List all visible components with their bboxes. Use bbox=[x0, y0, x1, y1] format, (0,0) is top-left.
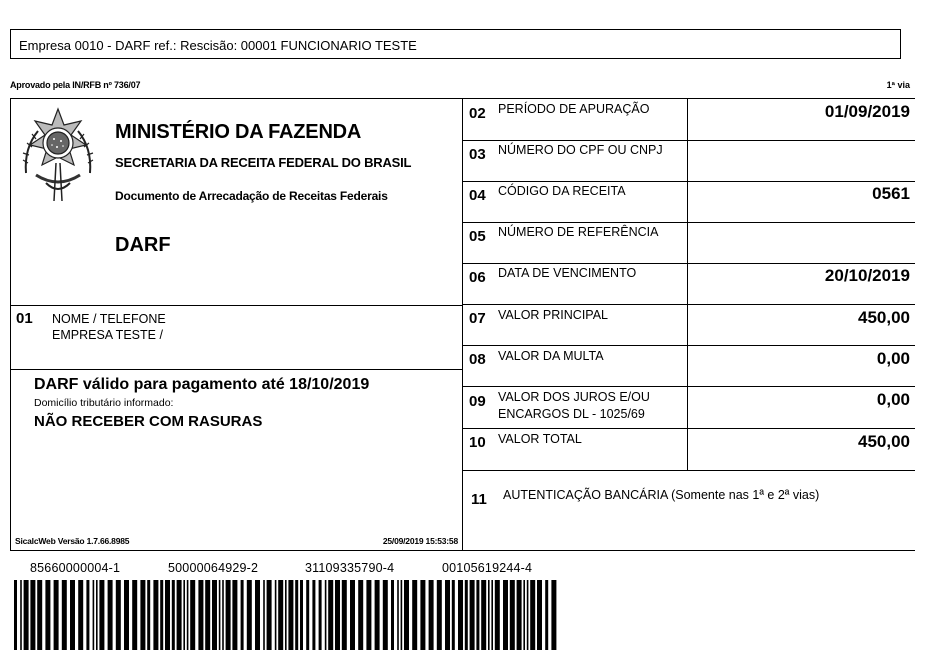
divider-agency bbox=[10, 305, 462, 306]
barcode-bar bbox=[527, 580, 529, 650]
barcode-bar bbox=[325, 580, 327, 650]
field-06-value: 20/10/2019 bbox=[824, 266, 910, 285]
barcode-bar bbox=[165, 580, 170, 650]
barcode-bar bbox=[219, 580, 221, 650]
header-box bbox=[10, 29, 901, 59]
divider-02 bbox=[462, 140, 915, 141]
barcode-icon bbox=[14, 580, 559, 650]
value-divider bbox=[687, 98, 688, 470]
barcode-bar bbox=[37, 580, 42, 650]
barcode-bar bbox=[172, 580, 175, 650]
barcode-bar bbox=[30, 580, 35, 650]
barcode-bar bbox=[93, 580, 95, 650]
field-01-value: EMPRESA TESTE / bbox=[52, 328, 163, 342]
barcode-bar bbox=[383, 580, 388, 650]
barcode-bar bbox=[190, 580, 195, 650]
barcode-bar bbox=[108, 580, 113, 650]
darf-title: DARF bbox=[115, 234, 171, 256]
field-03-label: NÚMERO DO CPF OU CNPJ bbox=[498, 143, 663, 157]
divider-03 bbox=[462, 181, 915, 182]
barcode-bar bbox=[116, 580, 121, 650]
barcode-bar bbox=[452, 580, 455, 650]
barcode-bar bbox=[96, 580, 98, 650]
divider-08 bbox=[462, 386, 915, 387]
barcode-bar bbox=[177, 580, 182, 650]
barcode-bar bbox=[391, 580, 394, 650]
field-04-label: CÓDIGO DA RECEITA bbox=[498, 184, 626, 198]
barcode-bar bbox=[183, 580, 185, 650]
approval-text: Aprovado pela IN/RFB nº 736/07 bbox=[10, 80, 141, 90]
header-text: Empresa 0010 - DARF ref.: Rescisão: 00001 FUNCIONARIO TESTE bbox=[19, 38, 417, 53]
barcode-bar bbox=[300, 580, 303, 650]
field-08-label: VALOR DA MULTA bbox=[498, 349, 604, 363]
field-03-number: 03 bbox=[469, 146, 486, 163]
barcode-bar bbox=[429, 580, 434, 650]
barcode-bar bbox=[232, 580, 237, 650]
barcode-bar bbox=[342, 580, 347, 650]
barcode-bar bbox=[523, 580, 525, 650]
barcode-bar bbox=[335, 580, 340, 650]
divider-name bbox=[10, 369, 462, 370]
barcode-bar bbox=[45, 580, 50, 650]
field-05-label: NÚMERO DE REFERÊNCIA bbox=[498, 225, 659, 239]
divider-07 bbox=[462, 345, 915, 346]
barcode-bar bbox=[401, 580, 403, 650]
field-10-value: 450,00 bbox=[858, 432, 910, 451]
generation-timestamp: 25/09/2019 15:53:58 bbox=[382, 536, 458, 546]
barcode-bar bbox=[54, 580, 59, 650]
barcode-bar bbox=[267, 580, 272, 650]
barcode-bar bbox=[226, 580, 231, 650]
barcode-bar bbox=[278, 580, 283, 650]
barcode-bar bbox=[551, 580, 556, 650]
barcode-bar bbox=[24, 580, 29, 650]
barcode-bar bbox=[328, 580, 333, 650]
barcode-bar bbox=[14, 580, 17, 650]
barcode-bar bbox=[99, 580, 104, 650]
divider-06 bbox=[462, 304, 915, 305]
domicilio-label: Domicílio tributário informado: bbox=[34, 397, 174, 409]
barcode-bar bbox=[366, 580, 371, 650]
validity-notice: DARF válido para pagamento até 18/10/2019 bbox=[34, 376, 370, 393]
field-02-value: 01/09/2019 bbox=[824, 102, 910, 121]
barcode-bar bbox=[420, 580, 425, 650]
barcode-bar bbox=[397, 580, 399, 650]
field-06-number: 06 bbox=[469, 269, 486, 286]
barcode-bar bbox=[537, 580, 542, 650]
barcode-bar bbox=[530, 580, 535, 650]
barcode-bar bbox=[275, 580, 277, 650]
barcode-bar bbox=[412, 580, 417, 650]
barcode-group-2: 50000064929-2 bbox=[168, 561, 259, 575]
divider-04 bbox=[462, 222, 915, 223]
field-04-number: 04 bbox=[469, 187, 486, 204]
barcode-bar bbox=[198, 580, 203, 650]
field-07-label: VALOR PRINCIPAL bbox=[498, 308, 608, 322]
field-07-number: 07 bbox=[469, 310, 486, 327]
field-06-label: DATA DE VENCIMENTO bbox=[498, 266, 637, 280]
barcode-bar bbox=[476, 580, 479, 650]
field-04-value: 0561 bbox=[872, 184, 910, 203]
divider-05 bbox=[462, 263, 915, 264]
secretaria-title: SECRETARIA DA RECEITA FEDERAL DO BRASIL bbox=[115, 155, 412, 170]
barcode-bar bbox=[20, 580, 22, 650]
barcode-bar bbox=[86, 580, 89, 650]
barcode-bar bbox=[140, 580, 145, 650]
document-title: Documento de Arrecadação de Receitas Federais bbox=[115, 189, 388, 203]
column-divider bbox=[462, 98, 463, 551]
barcode-bar bbox=[510, 580, 515, 650]
via-label: 1ª via bbox=[886, 80, 910, 90]
barcode-bar bbox=[517, 580, 522, 650]
barcode-bar bbox=[153, 580, 158, 650]
barcode-bar bbox=[481, 580, 486, 650]
field-02-number: 02 bbox=[469, 105, 486, 122]
barcode-bar bbox=[495, 580, 500, 650]
barcode-group-3: 31109335790-4 bbox=[305, 561, 395, 575]
barcode-bar bbox=[470, 580, 475, 650]
barcode-bar bbox=[147, 580, 150, 650]
divider-09 bbox=[462, 428, 915, 429]
barcode-bar bbox=[404, 580, 409, 650]
barcode-bar bbox=[488, 580, 490, 650]
field-09-label: VALOR DOS JUROS E/OU bbox=[498, 390, 650, 404]
barcode-bar bbox=[465, 580, 468, 650]
barcode-bar bbox=[78, 580, 83, 650]
barcode-bar bbox=[222, 580, 224, 650]
field-01-label: NOME / TELEFONE bbox=[52, 312, 166, 326]
field-11-number: 11 bbox=[471, 491, 487, 508]
barcode-bar bbox=[160, 580, 163, 650]
barcode-bar bbox=[62, 580, 67, 650]
field-02-label: PERÍODO DE APURAÇÃO bbox=[498, 102, 650, 116]
field-01-number: 01 bbox=[16, 310, 33, 327]
barcode-bar bbox=[255, 580, 260, 650]
barcode-bar bbox=[375, 580, 380, 650]
barcode-bar bbox=[458, 580, 463, 650]
barcode-bar bbox=[319, 580, 322, 650]
field-10-label: VALOR TOTAL bbox=[498, 432, 582, 446]
barcode-bar bbox=[445, 580, 450, 650]
barcode-bar bbox=[312, 580, 315, 650]
barcode-bar bbox=[241, 580, 244, 650]
barcode-bar bbox=[247, 580, 252, 650]
barcode-bar bbox=[132, 580, 137, 650]
ministry-title: MINISTÉRIO DA FAZENDA bbox=[115, 121, 362, 143]
barcode-bar bbox=[358, 580, 363, 650]
field-08-number: 08 bbox=[469, 351, 486, 368]
barcode-bar bbox=[70, 580, 75, 650]
barcode-bar bbox=[285, 580, 287, 650]
divider-10 bbox=[462, 470, 915, 471]
barcode-bar bbox=[306, 580, 309, 650]
barcode-bar bbox=[437, 580, 442, 650]
field-10-number: 10 bbox=[469, 434, 486, 451]
barcode-group-1: 85660000004-1 bbox=[30, 561, 121, 575]
field-05-number: 05 bbox=[469, 228, 486, 245]
barcode-bar bbox=[263, 580, 265, 650]
barcode-bar bbox=[545, 580, 548, 650]
barcode-bar bbox=[295, 580, 298, 650]
barcode-bar bbox=[124, 580, 129, 650]
field-08-value: 0,00 bbox=[876, 349, 910, 368]
field-07-value: 450,00 bbox=[858, 308, 910, 327]
barcode-bar bbox=[350, 580, 355, 650]
barcode-bar bbox=[187, 580, 189, 650]
field-11-label: AUTENTICAÇÃO BANCÁRIA (Somente nas 1ª e 2ª vias) bbox=[503, 488, 820, 502]
rasuras-notice: NÃO RECEBER COM RASURAS bbox=[34, 413, 263, 430]
barcode-group-4: 00105619244-4 bbox=[442, 561, 533, 575]
software-version: SicalcWeb Versão 1.7.66.8985 bbox=[15, 536, 130, 546]
field-09-label-line2: ENCARGOS DL - 1025/69 bbox=[498, 407, 645, 421]
barcode-bar bbox=[212, 580, 217, 650]
field-09-value: 0,00 bbox=[876, 390, 910, 409]
barcode-bar bbox=[205, 580, 210, 650]
barcode-bar bbox=[288, 580, 293, 650]
barcode-bar bbox=[491, 580, 493, 650]
barcode-bar bbox=[503, 580, 508, 650]
brazil-coat-of-arms-icon bbox=[16, 103, 100, 207]
field-09-number: 09 bbox=[469, 393, 486, 410]
